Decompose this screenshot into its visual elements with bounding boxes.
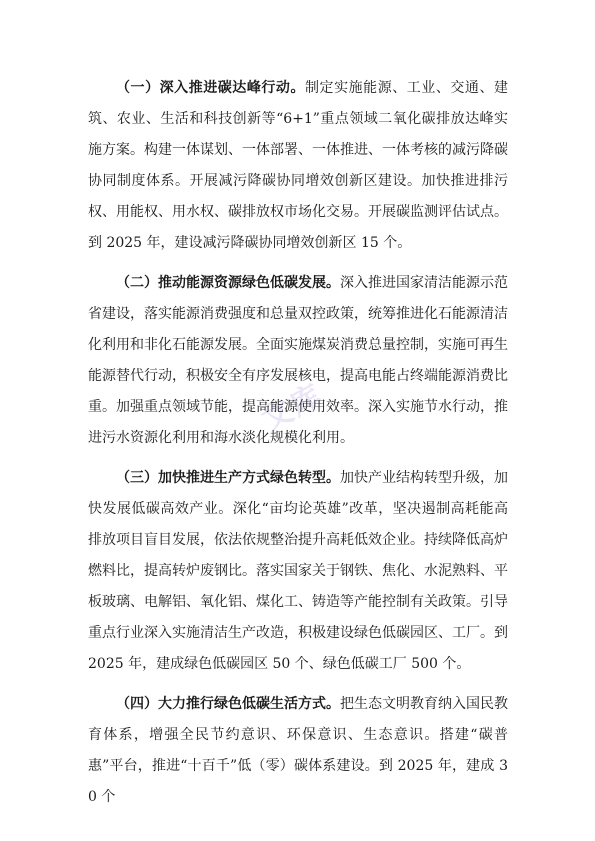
- document-body: [88, 73, 508, 822]
- paragraph-2-text: 深入推进国家清洁能源示范省建设，落实能源消费强度和总量双控政策，统筹推进化石能源清洁化利用和非化石能源发展。全面实施煤炭消费总量控制，实施可再生能源替代行动，积极安全有序发展核电，提高电能占终端能源消费比重。加强重点领域节能，提高能源使用效率。深入实施节水行动，推进污水资源化利用和海水淡化规模化利用。: [88, 275, 508, 446]
- paragraph-4-heading: （四）大力推行绿色低碳生活方式。: [116, 696, 340, 712]
- paragraph-4-text: 把生态文明教育纳入国民教育体系，增强全民节约意识、环保意识、生态意识。搭建“碳普惠”平台，推进“十百千”低（零）碳体系建设。到 2025 年，建成 30 个: [88, 696, 508, 805]
- paragraph-1: [88, 73, 508, 259]
- paragraph-1-heading: （一）深入推进碳达峰行动。: [116, 80, 305, 96]
- paragraph-2-heading: （二）推动能源资源绿色低碳发展。: [116, 275, 340, 291]
- watermark-logo: 文库: [256, 377, 330, 439]
- paragraph-1-text: 制定实施能源、工业、交通、建筑、农业、生活和科技创新等“6+1”重点领域二氧化碳排放达峰实施方案。构建一体谋划、一体部署、一体推进、一体考核的减污降碳协同制度体系。开展减污降碳协同增效创新区建设。加快推进排污权、用能权、用水权、碳排放权市场化交易。开展碳监测评估试点。到 2025 年，建设减污降碳协同增效创新区 15 个。: [88, 80, 508, 251]
- paragraph-3-heading: （三）加快推进生产方式绿色转型。: [116, 470, 340, 486]
- paragraph-3-text: 加快产业结构转型升级，加快发展低碳高效产业。深化“亩均论英雄”改革，坚决遏制高耗能高排放项目盲目发展，依法依规整治提升高耗低效企业。持续降低高炉燃料比，提高转炉废钢比。落实国家关于钢铁、焦化、水泥熟料、平板玻璃、电解铝、氧化铝、煤化工、铸造等产能控制有关政策。引导重点行业深入实施清洁生产改造，积极建设绿色低碳园区、工厂。到 2025 年，建成绿色低碳园区 50 个、绿色低碳工厂 500 个。: [88, 470, 508, 672]
- paragraph-2: [88, 268, 508, 454]
- paragraph-3: [88, 463, 508, 680]
- paragraph-4: [88, 689, 508, 813]
